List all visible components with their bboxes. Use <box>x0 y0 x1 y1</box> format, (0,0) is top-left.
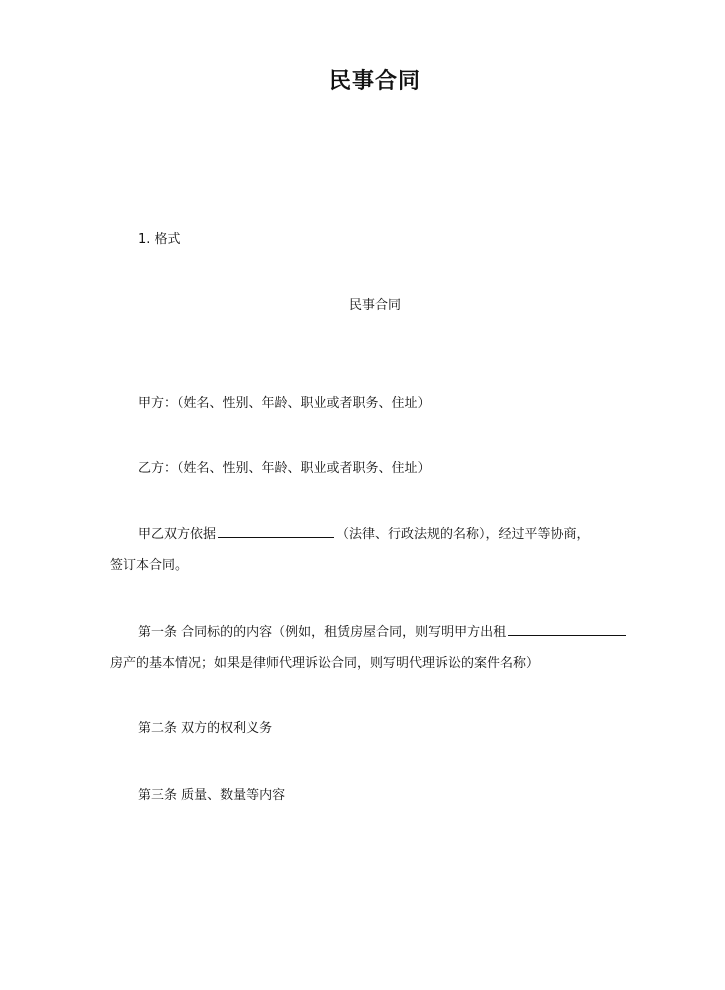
document-title: 民事合同 <box>328 69 421 94</box>
basis-line-continuation: 签订本合同。 <box>110 558 189 573</box>
rental-property-blank <box>508 623 626 636</box>
article-2-line: 第二条 双方的权利义务 <box>138 721 273 736</box>
article-1-prefix: 第一条 合同标的的内容（例如，租赁房屋合同，则写明甲方出租 <box>138 625 507 640</box>
article-1-continuation: 房产的基本情况；如果是律师代理诉讼合同，则写明代理诉讼的案件名称） <box>110 656 540 671</box>
law-name-blank <box>218 525 334 538</box>
basis-suffix: （法律、行政法规的名称），经过平等协商， <box>336 527 590 542</box>
party-a-line: 甲方：（姓名、性别、年龄、职业或者职务、住址） <box>138 396 431 411</box>
article-3-line: 第三条 质量、数量等内容 <box>138 788 286 803</box>
section-heading: 1. 格式 <box>138 232 181 247</box>
basis-line <box>138 525 590 544</box>
basis-prefix: 甲乙双方依据 <box>138 527 217 542</box>
form-title: 民事合同 <box>348 298 401 313</box>
article-1-line <box>138 623 626 642</box>
party-b-line: 乙方：（姓名、性别、年龄、职业或者职务、住址） <box>138 461 431 476</box>
